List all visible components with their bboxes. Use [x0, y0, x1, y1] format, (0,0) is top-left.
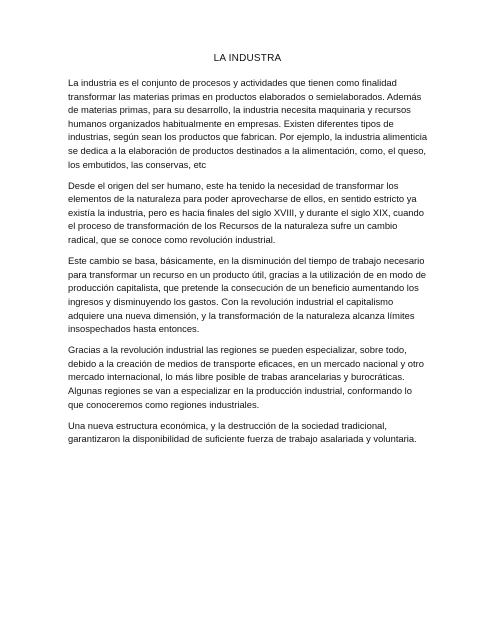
document-title: LA INDUSTRA — [213, 53, 282, 64]
paragraph-5: Una nueva estructura económica, y la destrucción de la sociedad tradicional, garantizaron la disponibilidad de suficiente fuerza de trabajo asalariada y voluntaria. — [68, 419, 417, 445]
paragraph-4: Gracias a la revolución industrial las regiones se pueden especializar, sobre todo, debido a la creación de medios de transporte eficaces, en un mercado nacional y otro mercado internacional, lo más libre posible de trabas arancelarias y burocráticas. Algunas regiones se van a especializar en la producción industrial, conformando lo que conoceremos como regiones industriales. — [68, 344, 424, 410]
paragraph-3: Este cambio se basa, básicamente, en la disminución del tiempo de trabajo necesario para transformar un recurso en un producto útil, gracias a la utilización de en modo de producción capitalista, que pretende la consecución de un beneficio aumentando los ingresos y disminuyendo los gastos. Con la revolución industrial el capitalismo adquiere una nueva dimensión, y la transformación de la naturaleza alcanza límites insospechados hasta entonces. — [68, 255, 427, 335]
paragraph-1: La industria es el conjunto de procesos y actividades que tienen como finalidad transformar las materias primas en productos elaborados o semielaborados. Además de materias primas, para su desarrollo, la industria necesita maquinaria y recursos humanos organizados habitualmente en empresas. Existen diferentes tipos de industrias, según sean los productos que fabrican. Por ejemplo, la industria alimenticia se dedica a la elaboración de productos destinados a la alimentación, como, el queso, los embutidos, las conservas, etc — [68, 77, 428, 170]
document-body — [68, 76, 430, 453]
paragraph-2: Desde el origen del ser humano, este ha tenido la necesidad de transformar los elementos de la naturaleza para poder aprovecharse de ellos, en sentido estricto ya existía la industria, pero es hacia finales del siglo XVIII, y durante el siglo XIX, cuando el proceso de transformación de los Recursos de la naturaleza sufre un cambio radical, que se conoce como revolución industrial. — [68, 179, 424, 246]
